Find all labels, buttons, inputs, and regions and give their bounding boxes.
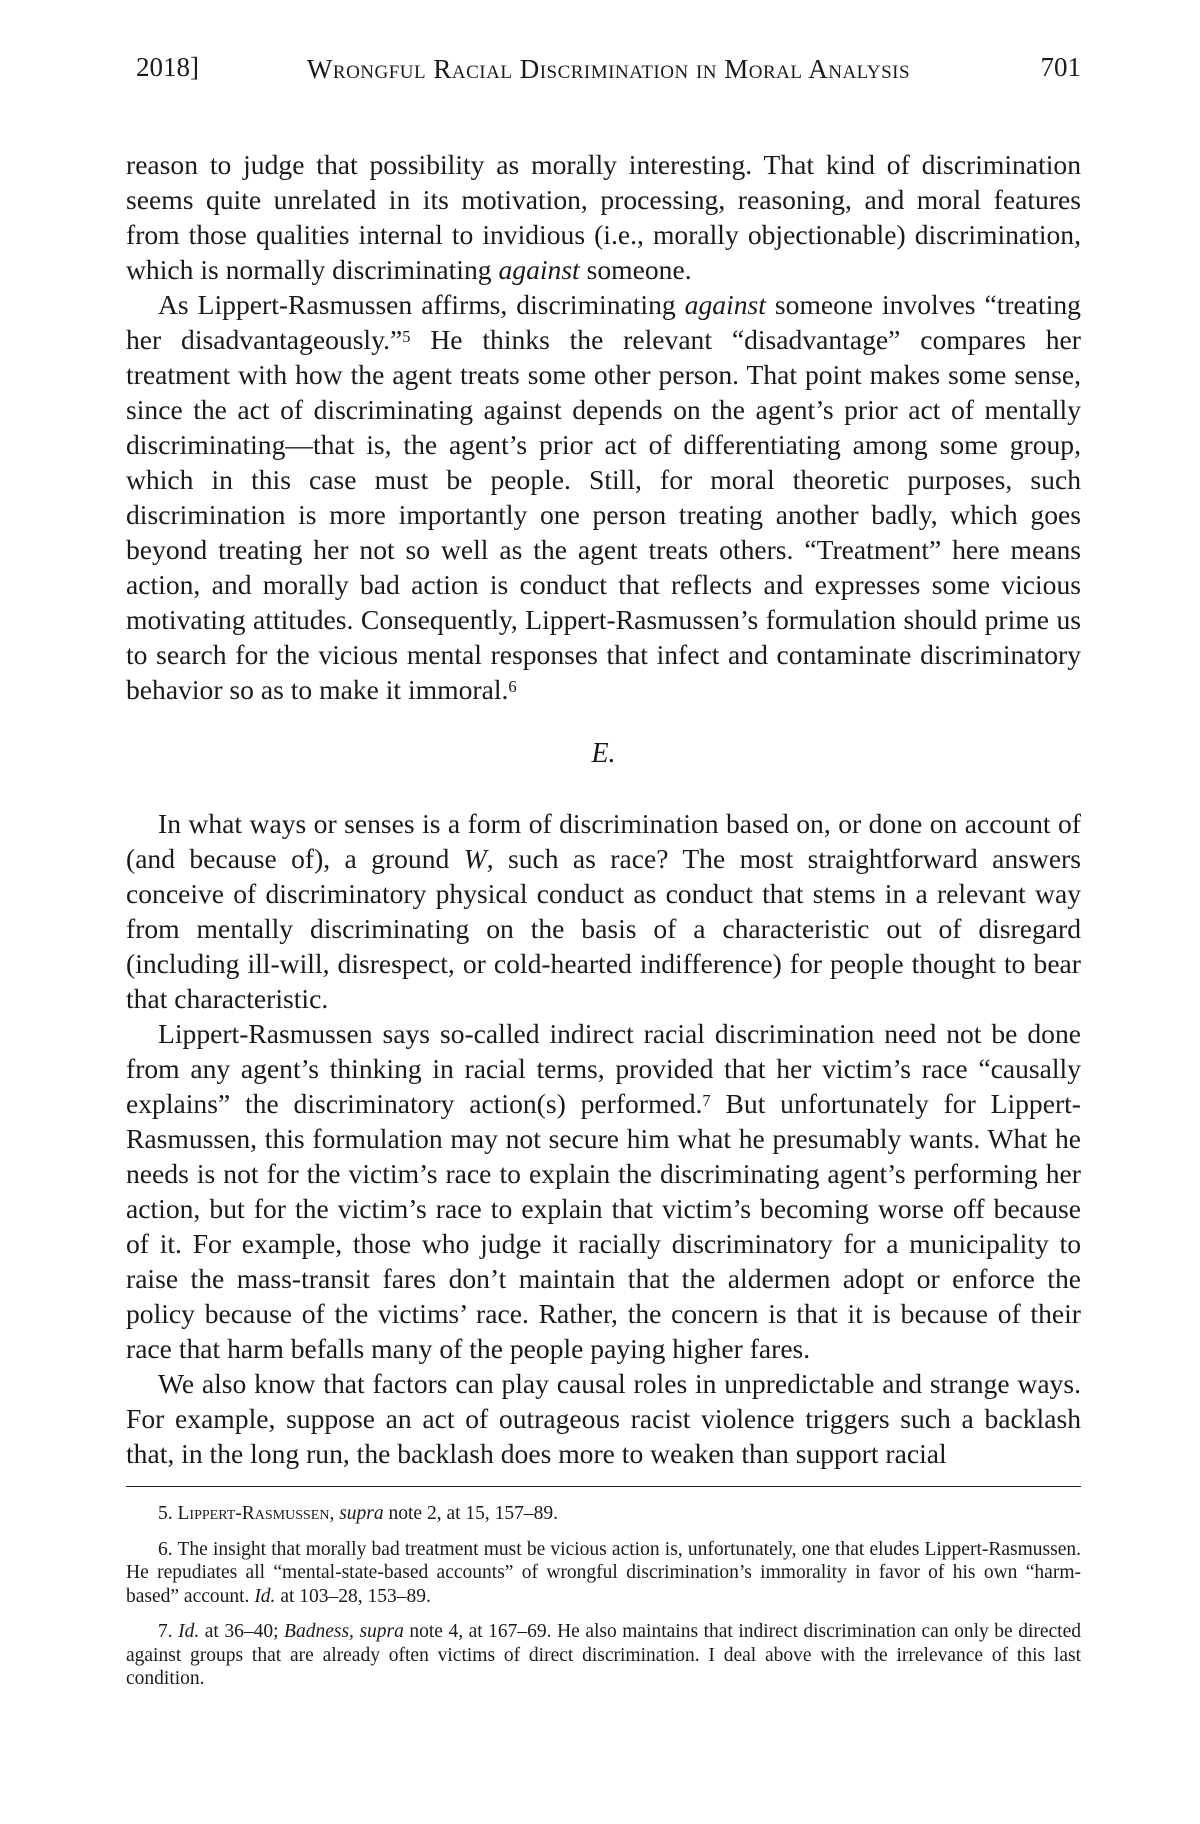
section-heading: E.	[591, 738, 616, 769]
footnote-ref-7[interactable]: 7	[702, 1090, 711, 1110]
paragraph-1: reason to judge that possibility as morally interesting. That kind of discrimination seems quite unrelated in its motivation, processing, reasoning, and moral features from those qualities internal to invidious (i.e., morally objectionable) discrimination, which is normally discriminating against someone.	[126, 149, 1081, 285]
paragraph-4: Lippert-Rasmussen says so-called indirect racial discrimination need not be done from any agent’s thinking in racial terms, provided that her victim’s race “causally explains” the discriminatory action(s) performed.$^7$ But unfortunately for Lippert-Rasmussen, this formulation may not secure him what he presumably wants. What he needs is not for the victim’s race to explain the discriminating agent’s performing her action, but for the victim’s race to explain that victim’s becoming worse off because of it. For example, those who judge it racially discriminatory for a municipality to raise the mass-transit fares don’t maintain that the aldermen adopt or enforce the policy because of the victims’ race. Rather, the concern is that it is because of their race that harm befalls many of the people paying higher fares.	[126, 1018, 1081, 1364]
footnote-7: 7. Id. at 36–40; Badness, supra note 4, at 167–69. He also maintains that indirect discrimination can only be directed against groups that are already often victims of direct discrimination. I deal above with the irrelevance of this last condition.	[126, 1621, 1081, 1689]
footnote-divider	[126, 1486, 1081, 1487]
paragraph-3: In what ways or senses is a form of discrimination based on, or done on account of (and because of), a ground W, such as race? The most straightforward answers conceive of discriminatory physical conduct as conduct that stems in a relevant way from mentally discriminating on the basis of a characteristic out of disregard (including ill-will, disrespect, or cold-hearted indifference) for people thought to bear that characteristic.	[126, 808, 1081, 1014]
footnote-5: 5. Lippert-Rasmussen, supra note 2, at 15, 157–89.	[158, 1503, 559, 1524]
footnotes	[126, 1502, 1081, 1703]
paragraph-5: We also know that factors can play causal roles in unpredictable and strange ways. For example, suppose an act of outrageous racist violence triggers such a backlash that, in the long run, the backlash does more to weaken than support racial	[126, 1368, 1081, 1469]
running-title: Wrongful Racial Discrimination in Moral Analysis	[306, 54, 911, 84]
main-text	[126, 147, 1081, 1471]
volume-year: 2018]	[136, 52, 199, 82]
running-header	[136, 52, 1081, 96]
page-number: 701	[1040, 52, 1081, 82]
paragraph-2: As Lippert-Rasmussen affirms, discriminating against someone involves “treating her disadvantageously.”$^5$ He thinks the relevant “disadvantage” compares her treatment with how the agent treats some other person. That point makes some sense, since the act of discriminating against depends on the agent’s prior act of mentally discriminating—that is, the agent’s prior act of differentiating among some group, which in this case must be people. Still, for moral theoretic purposes, such discrimination is more importantly one person treating another badly, which goes beyond treating her not so well as the agent treats others. “Treatment” here means action, and morally bad action is conduct that reflects and expresses some vicious motivating attitudes. Consequently, Lippert-Rasmussen’s formulation should prime us to search for the vicious mental responses that infect and contaminate discriminatory behavior so as to make it immoral.$^6$	[126, 289, 1081, 705]
footnote-ref-6[interactable]: 6	[508, 676, 517, 696]
footnote-6: 6. The insight that morally bad treatment must be vicious action is, unfortunately, one that eludes Lippert-Rasmussen. He repudiates all “mental-state-based accounts” of wrongful discrimination’s immorality in favor of his own “harm-based” account. Id. at 103–28, 153–89.	[126, 1538, 1081, 1607]
footnote-ref-5[interactable]: 5	[402, 326, 411, 346]
